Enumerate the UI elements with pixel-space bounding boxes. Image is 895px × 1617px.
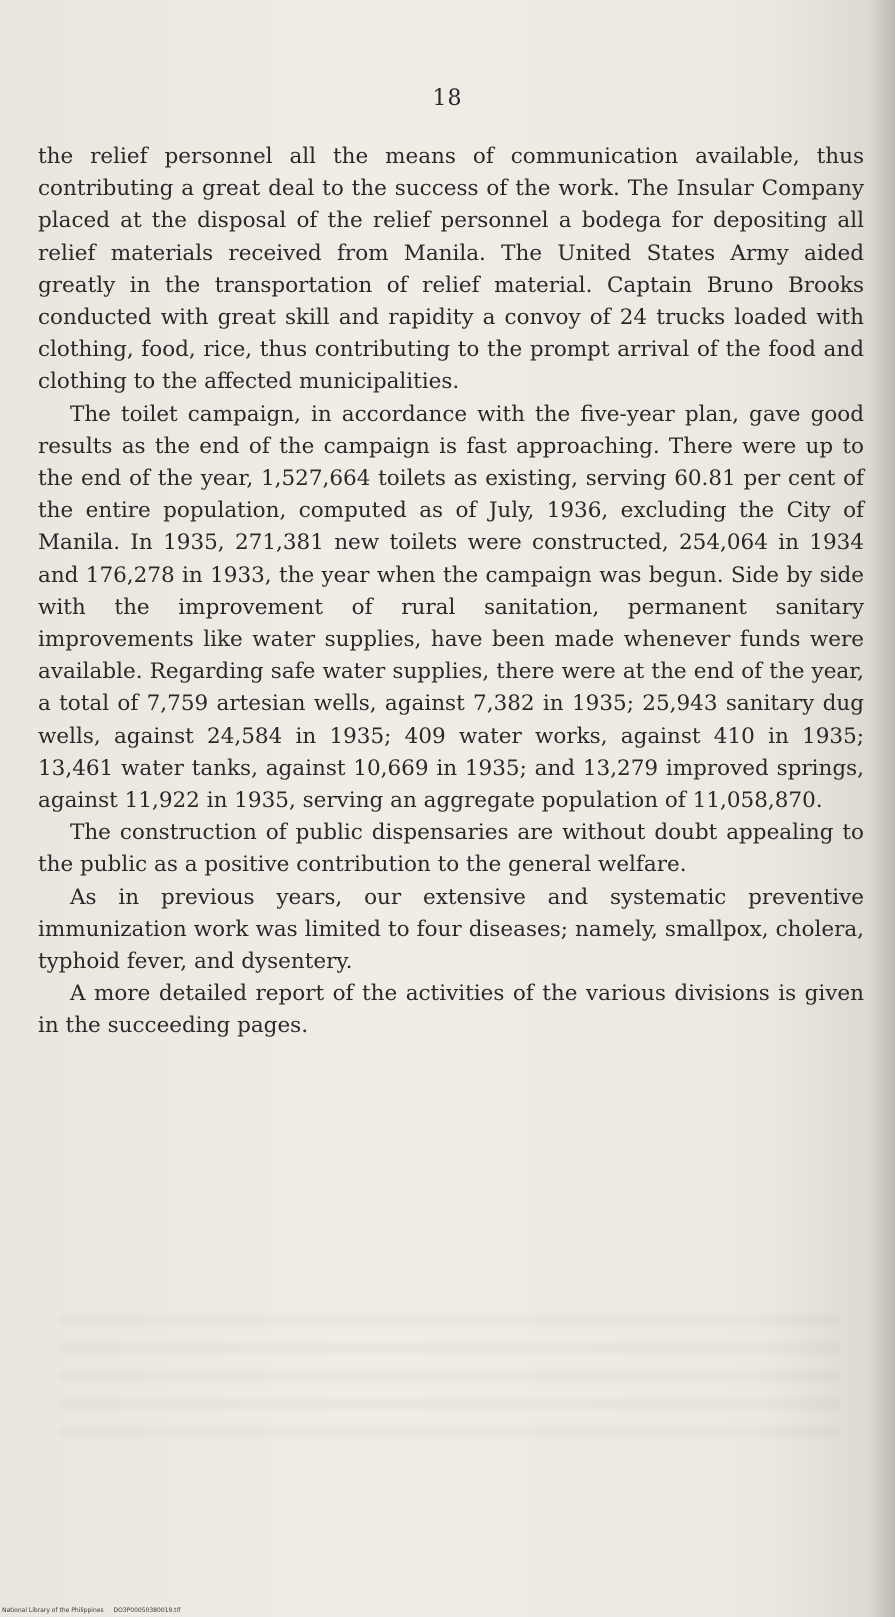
body-text [38,141,864,1043]
spine-shadow [869,0,895,1617]
scan-footer [2,1607,180,1614]
paragraph-detailed-report: A more detailed report of the activities of the various divisions is given in the succeeding pages. [38,981,864,1039]
show-through-bleed [60,1315,840,1445]
footer-library: National Library of the Philippines [2,1607,104,1614]
paragraph-immunization: As in previous years, our extensive and systematic preventive immunization work was limited to four diseases; namely, smallpox, cholera, typhoid fever, and dysentery. [38,884,864,975]
paragraph-public-dispensaries: The construction of public dispensaries are without doubt appealing to the public as a positive contribution to the general welfare. [38,820,864,878]
paragraph-toilet-campaign: The toilet campaign, in accordance with the five-year plan, gave good results as the end of the campaign is fast approaching. There were up to the end of the year, 1,527,664 toilets as existing, serving 60.81 per cent of the entire population, computed as of July, 1936, excluding the City of Manila. In 1935, 271,381 new toilets were constructed, 254,064 in 1934 and 176,278 in 1933, the year when the campaign was begun. Side by side with the improvement of rural sanitation, permanent sanitary improvements like water supplies, have been made whenever funds were available. Regarding safe water supplies, there were at the end of the year, a total of 7,759 artesian wells, against 7,382 in 1935; 25,943 sanitary dug wells, against 24,584 in 1935; 409 water works, against 410 in 1935; 13,461 water tanks, against 10,669 in 1935; and 13,279 improved springs, against 11,922 in 1935, serving an aggregate population of 11,058,870. [38,401,864,814]
paragraph-relief-continuation: the relief personnel all the means of communication available, thus contributing a great deal to the success of the work. The Insular Company placed at the disposal of the relief personnel a bodega for depositing all relief materials received from Manila. The United States Army aided greatly in the transportation of relief material. Captain Bruno Brooks conducted with great skill and rapidity a convoy of 24 trucks loaded with clothing, food, rice, thus contributing to the prompt arrival of the food and clothing to the affected municipalities. [38,144,864,395]
page-number: 18 [432,86,463,111]
footer-file-id: DO3P00050380019.tif [113,1607,181,1614]
